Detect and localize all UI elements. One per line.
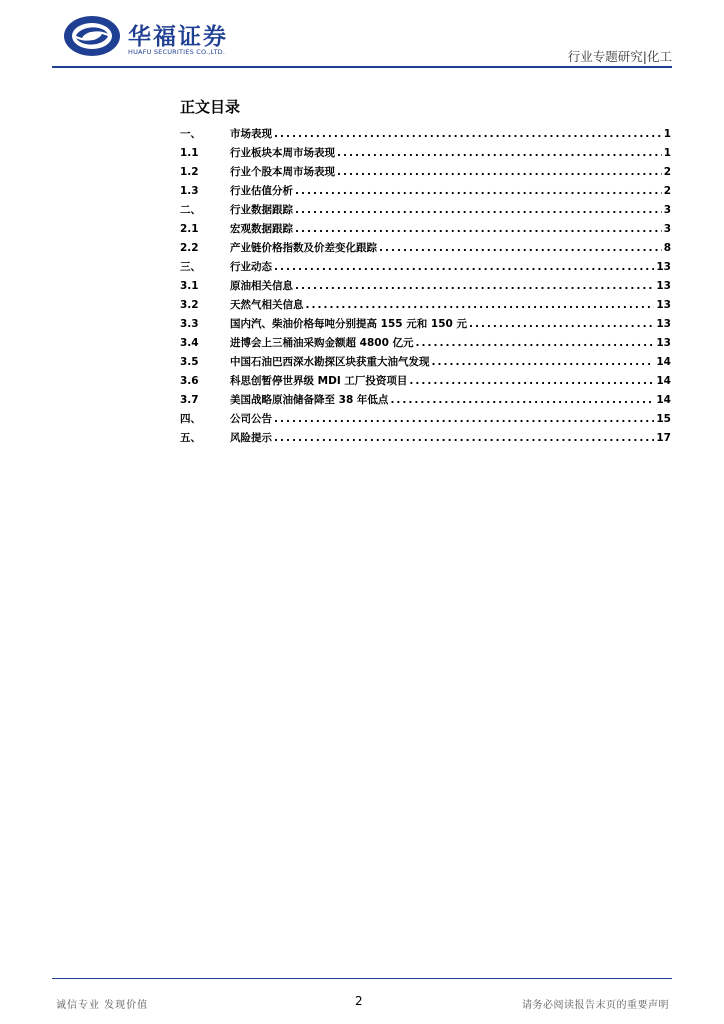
- toc-leader-dots: [274, 410, 654, 429]
- toc-entry[interactable]: [180, 296, 671, 315]
- toc-entry-page: 1: [663, 128, 671, 140]
- toc-entry-page: 3: [663, 204, 671, 216]
- toc-entry-number: 3.6: [180, 375, 199, 387]
- toc-entry-title[interactable]: 行业个股本周市场表现: [230, 166, 335, 178]
- toc-entry-title[interactable]: 天然气相关信息: [230, 299, 304, 311]
- toc-entry[interactable]: [180, 277, 671, 296]
- toc-entry-title[interactable]: 行业板块本周市场表现: [230, 147, 335, 159]
- toc-entry[interactable]: [180, 201, 671, 220]
- toc-leader-dots: [274, 429, 654, 448]
- toc-entry-page: 14: [656, 394, 671, 406]
- toc-entry-number: 3.7: [180, 394, 199, 406]
- toc-entry-title[interactable]: 原油相关信息: [230, 280, 293, 292]
- toc-leader-dots: [295, 201, 662, 220]
- toc-entry[interactable]: [180, 315, 671, 334]
- toc-entry-page: 3: [663, 223, 671, 235]
- toc-entry[interactable]: [180, 334, 671, 353]
- toc-entry[interactable]: [180, 410, 671, 429]
- toc-entry-page: 13: [656, 261, 671, 273]
- toc-entry[interactable]: [180, 353, 671, 372]
- table-of-contents: [180, 125, 671, 448]
- toc-entry-page: 8: [663, 242, 671, 254]
- page-number: 2: [355, 994, 363, 1008]
- toc-entry-page: 15: [656, 413, 671, 425]
- toc-leader-dots: [379, 239, 662, 258]
- report-category: 行业专题研究|化工: [567, 49, 672, 64]
- toc-leader-dots: [295, 277, 654, 296]
- toc-leader-dots: [337, 144, 662, 163]
- toc-entry-page: 13: [656, 280, 671, 292]
- toc-entry-number: 四、: [180, 413, 201, 425]
- toc-entry-number: 五、: [180, 432, 201, 444]
- toc-leader-dots: [274, 258, 654, 277]
- toc-leader-dots: [390, 391, 654, 410]
- logo-chinese-name: 华福证券: [128, 24, 228, 50]
- footer-disclaimer: 请务必阅读报告末页的重要声明: [522, 1000, 669, 1011]
- toc-entry-page: 17: [656, 432, 671, 444]
- toc-entry-number: 1.3: [180, 185, 199, 197]
- toc-entry[interactable]: [180, 220, 671, 239]
- toc-entry-title[interactable]: 美国战略原油储备降至 38 年低点: [230, 394, 389, 406]
- toc-entry-title[interactable]: 行业动态: [230, 261, 272, 273]
- toc-leader-dots: [274, 125, 662, 144]
- toc-entry-number: 1.1: [180, 147, 199, 159]
- toc-entry-title[interactable]: 国内汽、柴油价格每吨分别提高 155 元和 150 元: [230, 318, 467, 330]
- toc-entry[interactable]: [180, 429, 671, 448]
- footer-divider: [52, 978, 672, 979]
- toc-leader-dots: [306, 296, 655, 315]
- toc-entry[interactable]: [180, 239, 671, 258]
- toc-entry-title[interactable]: 中国石油巴西深水勘探区块获重大油气发现: [230, 356, 430, 368]
- toc-entry-title[interactable]: 进博会上三桶油采购金额超 4800 亿元: [230, 337, 414, 349]
- toc-leader-dots: [469, 315, 654, 334]
- footer-slogan: 诚信专业 发现价值: [56, 1000, 149, 1011]
- toc-entry-number: 3.2: [180, 299, 199, 311]
- toc-entry-title[interactable]: 市场表现: [230, 128, 272, 140]
- toc-entry-page: 13: [656, 337, 671, 349]
- toc-entry-title[interactable]: 科思创暂停世界级 MDI 工厂投资项目: [230, 375, 408, 387]
- toc-entry[interactable]: [180, 182, 671, 201]
- toc-entry-number: 3.4: [180, 337, 199, 349]
- toc-entry-number: 一、: [180, 128, 201, 140]
- company-logo: [62, 14, 262, 60]
- toc-entry-number: 2.2: [180, 242, 199, 254]
- toc-entry-number: 1.2: [180, 166, 199, 178]
- logo-english-name: HUAFU SECURITIES CO.,LTD.: [128, 48, 226, 56]
- toc-entry-page: 1: [663, 147, 671, 159]
- toc-entry-title[interactable]: 产业链价格指数及价差变化跟踪: [230, 242, 377, 254]
- toc-entry-page: 2: [663, 185, 671, 197]
- toc-leader-dots: [432, 353, 655, 372]
- toc-leader-dots: [295, 182, 662, 201]
- toc-entry-title[interactable]: 行业数据跟踪: [230, 204, 293, 216]
- toc-entry-page: 14: [656, 375, 671, 387]
- huafu-logo-icon: [62, 14, 122, 58]
- toc-leader-dots: [416, 334, 655, 353]
- toc-leader-dots: [295, 220, 662, 239]
- toc-title: 正文目录: [180, 98, 241, 116]
- toc-entry[interactable]: [180, 372, 671, 391]
- toc-entry[interactable]: [180, 258, 671, 277]
- toc-entry-number: 三、: [180, 261, 201, 273]
- toc-entry-page: 13: [656, 299, 671, 311]
- toc-entry-number: 二、: [180, 204, 201, 216]
- toc-entry-number: 3.5: [180, 356, 199, 368]
- toc-entry-title[interactable]: 公司公告: [230, 413, 272, 425]
- header-divider: [52, 66, 672, 68]
- toc-entry-page: 14: [656, 356, 671, 368]
- toc-entry-number: 3.3: [180, 318, 199, 330]
- toc-entry-title[interactable]: 行业估值分析: [230, 185, 293, 197]
- toc-entry-title[interactable]: 风险提示: [230, 432, 272, 444]
- toc-entry[interactable]: [180, 163, 671, 182]
- toc-entry-number: 2.1: [180, 223, 199, 235]
- toc-entry-title[interactable]: 宏观数据跟踪: [230, 223, 293, 235]
- toc-entry-number: 3.1: [180, 280, 199, 292]
- toc-entry[interactable]: [180, 125, 671, 144]
- toc-leader-dots: [337, 163, 662, 182]
- toc-entry[interactable]: [180, 144, 671, 163]
- toc-entry[interactable]: [180, 391, 671, 410]
- toc-leader-dots: [409, 372, 654, 391]
- toc-entry-page: 2: [663, 166, 671, 178]
- toc-entry-page: 13: [656, 318, 671, 330]
